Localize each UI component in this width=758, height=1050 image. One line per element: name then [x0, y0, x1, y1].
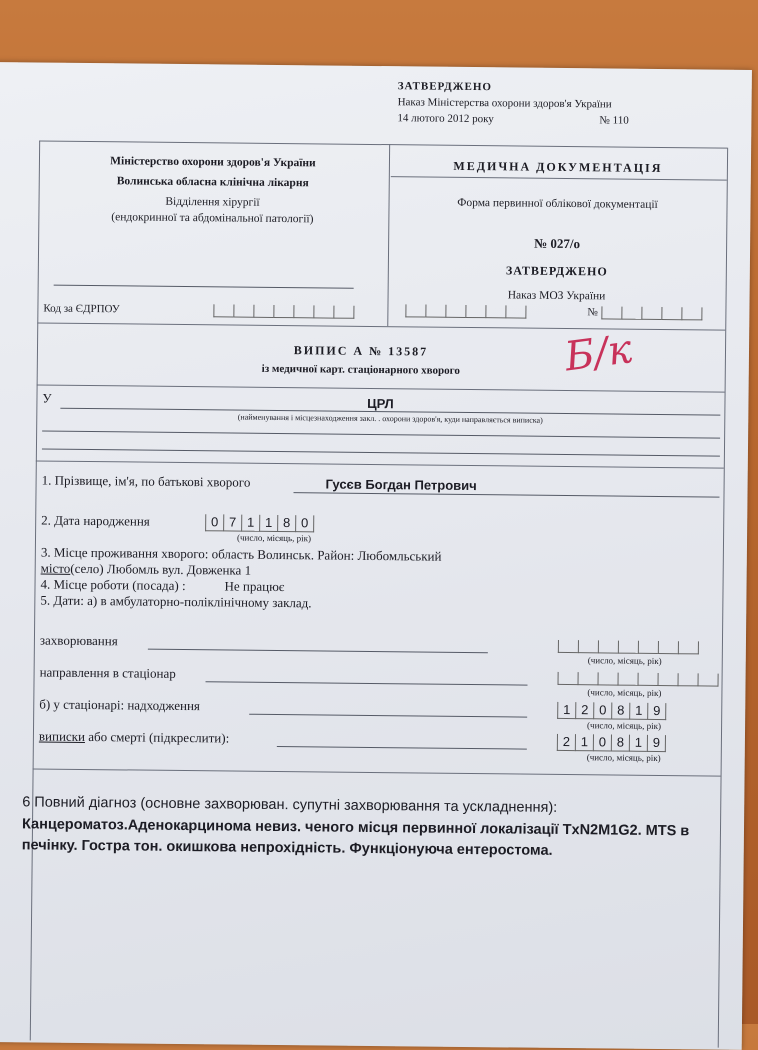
extract-subtitle: із медичної карт. стаціонарного хворого [261, 362, 460, 377]
recipient-caption: (найменування і місцезнаходження закл. . охорони здоров'я, куди направляється виписка) [237, 412, 543, 425]
recipient-value: ЦРЛ [367, 395, 394, 412]
ministry-name: Міністерство охорони здоров'я України [110, 155, 316, 170]
department-name: Відділення хірургії [165, 195, 260, 209]
institution-line [54, 285, 354, 289]
patient-name-label: 1. Прізвище, ім'я, по батькові хворого [41, 472, 251, 490]
admission-digit: 2 [575, 702, 593, 719]
admission-digit: 1 [557, 702, 575, 719]
patient-name-value: Гусєв Богдан Петрович [325, 476, 477, 494]
referral-cells [558, 672, 719, 687]
birth-date-cells [205, 514, 314, 532]
discharge-label [39, 729, 229, 747]
recipient-line-3 [42, 449, 720, 457]
residence-rest: (село) Любомль вул. Довженка 1 [70, 560, 252, 578]
discharge-digit: 8 [611, 734, 629, 751]
admission-digit: 0 [593, 702, 611, 719]
discharge-line [277, 746, 527, 750]
form-heading: МЕДИЧНА ДОКУМЕНТАЦІЯ [453, 158, 663, 176]
admission-caption: (число, місяць, рік) [587, 720, 662, 732]
referral-line [206, 681, 528, 685]
recipient-divider [36, 460, 724, 468]
discharge-cells [557, 734, 666, 752]
edrpou-cells [213, 304, 354, 318]
form-code-cells [405, 304, 526, 318]
extract-divider [37, 384, 725, 392]
diagnosis-text: Канцероматоз.Аденокарцинома невиз. ченого місця первинної локалізації TxN2M1G2. MTS в печінку. Гостра тон. окишкова непрохідність. Функціонуюча ентеростома. [21, 816, 690, 859]
frame-left [30, 140, 40, 1040]
form-heading-divider [391, 176, 727, 181]
form-number-mark: № [587, 306, 598, 319]
discharge-label-underlined: виписки [38, 728, 86, 744]
residence-city: місто [40, 560, 71, 576]
birth-date-caption: (число, місяць, рік) [236, 532, 312, 544]
form-number-cells [601, 306, 702, 320]
birth-digit: 0 [205, 514, 223, 531]
work-value: Не працює [224, 578, 285, 595]
diagnosis-label: 6 Повний діагноз (основне захворюван. супутні захворювання та ускладнення): [22, 794, 558, 816]
form-number: № 027/о [534, 235, 581, 252]
handwritten-mark: Б/к [562, 326, 635, 381]
illness-line [148, 649, 488, 654]
birth-digit: 0 [295, 515, 314, 532]
approval-date: 14 лютого 2012 року [397, 112, 494, 126]
birth-digit: 7 [223, 514, 241, 531]
admission-line [249, 714, 527, 718]
frame-right [718, 148, 728, 1048]
admission-digit: 9 [647, 703, 666, 720]
dates-divider [33, 768, 721, 776]
discharge-digit: 1 [629, 735, 647, 752]
birth-date-label: 2. Дата народження [41, 512, 150, 529]
discharge-digit: 1 [575, 734, 593, 751]
form-type: Форма первинної облікової документації [457, 196, 658, 211]
recipient-label: У [42, 390, 52, 406]
work-label: 4. Місце роботи (посада) : [40, 576, 186, 594]
frame-top [39, 140, 727, 148]
discharge-digit: 0 [593, 734, 611, 751]
form-approved-by: Наказ МОЗ України [507, 289, 606, 303]
patient-name-line [294, 492, 720, 497]
illness-caption: (число, місяць, рік) [587, 655, 662, 667]
admission-cells [557, 702, 666, 720]
edrpou-label: Код за ЄДРПОУ [43, 302, 120, 316]
approval-title: ЗАТВЕРДЖЕНО [397, 80, 493, 94]
referral-caption: (число, місяць, рік) [587, 687, 662, 699]
approval-order: Наказ Міністерства охорони здоров'я України [397, 96, 612, 111]
discharge-digit: 9 [647, 735, 666, 752]
department-detail: (ендокринної та абдомінальної патології) [111, 211, 314, 226]
birth-digit: 1 [259, 515, 277, 532]
admission-digit: 1 [629, 703, 647, 720]
form-paper [0, 62, 752, 1050]
discharge-caption: (число, місяць, рік) [586, 752, 661, 764]
recipient-line-2 [42, 431, 720, 439]
residence-line-1: 3. Місце проживання хворого: область Волинськ. Район: Любомльський [40, 544, 442, 564]
extract-title: ВИПИС А № 13587 [293, 343, 429, 359]
illness-cells [558, 640, 699, 654]
hospital-name: Волинська обласна клінічна лікарня [116, 175, 309, 190]
dates-label: 5. Дати: а) в амбулаторно-поліклінічному заклад. [40, 592, 312, 611]
illness-label: захворювання [39, 632, 118, 649]
discharge-digit: 2 [557, 734, 575, 751]
birth-digit: 8 [277, 515, 295, 532]
admission-digit: 8 [611, 702, 629, 719]
birth-digit: 1 [241, 515, 259, 532]
admission-label: б) у стаціонарі: надходження [39, 696, 201, 714]
referral-label: направлення в стаціонар [39, 664, 176, 681]
approval-number: № 110 [599, 114, 629, 127]
form-approved: ЗАТВЕРДЖЕНО [505, 263, 608, 279]
discharge-label-rest: або смерті (підкреслити): [84, 728, 230, 746]
